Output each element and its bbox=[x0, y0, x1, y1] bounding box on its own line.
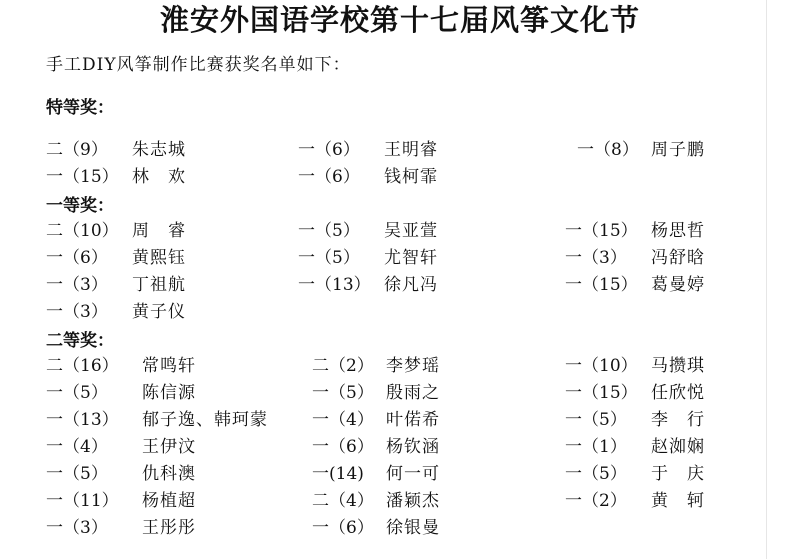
winner-name: 何一可 bbox=[386, 464, 440, 484]
winner-class: 一（13） bbox=[46, 410, 119, 430]
winner-class: 二（10） bbox=[46, 221, 119, 241]
winner-class: 一（6） bbox=[298, 140, 360, 160]
winner-class: 一（4） bbox=[312, 410, 374, 430]
document-title: 淮安外国语学校第十七届风筝文化节 bbox=[159, 3, 640, 37]
winner-name: 于 庆 bbox=[651, 464, 705, 484]
winner-entry bbox=[565, 273, 705, 297]
winner-entry bbox=[46, 354, 196, 378]
winner-class: 一（3） bbox=[46, 302, 108, 322]
winner-name: 吴亚萱 bbox=[384, 221, 438, 241]
winner-class: 一（5） bbox=[565, 464, 627, 484]
winner-entry bbox=[565, 489, 705, 513]
winner-class: 一（15） bbox=[565, 221, 638, 241]
winner-entry bbox=[46, 138, 186, 162]
winner-name: 黄 轲 bbox=[651, 491, 705, 511]
winner-entry bbox=[46, 408, 268, 432]
winner-class: 一（13） bbox=[298, 275, 371, 295]
winner-class: 二（9） bbox=[46, 140, 108, 160]
winner-entry bbox=[312, 408, 440, 432]
winner-entry bbox=[312, 381, 440, 405]
winner-name: 王伊汶 bbox=[142, 437, 196, 457]
winner-class: 二（2） bbox=[312, 356, 374, 376]
intro-text: 手工DIY风筝制作比赛获奖名单如下： bbox=[46, 55, 351, 75]
winner-name: 任欣悦 bbox=[651, 383, 705, 403]
winner-class: 二（16） bbox=[46, 356, 119, 376]
winner-entry bbox=[577, 138, 705, 162]
winner-class: 一（10） bbox=[565, 356, 638, 376]
winner-entry bbox=[312, 435, 440, 459]
winner-entry bbox=[298, 219, 438, 243]
winner-name: 钱柯霏 bbox=[384, 167, 438, 187]
winner-name: 丁祖航 bbox=[132, 275, 186, 295]
winner-entry bbox=[565, 435, 705, 459]
winner-entry bbox=[565, 246, 705, 270]
winner-name: 陈信源 bbox=[142, 383, 196, 403]
winner-entry bbox=[298, 273, 438, 297]
winner-name: 常鸣轩 bbox=[142, 356, 196, 376]
winner-entry bbox=[298, 138, 438, 162]
winner-name: 黄子仪 bbox=[132, 302, 186, 322]
winner-class: 一（4） bbox=[46, 437, 108, 457]
winner-class: 一（8） bbox=[577, 140, 639, 160]
winner-class: 一（15） bbox=[46, 167, 119, 187]
winner-class: 一（5） bbox=[298, 248, 360, 268]
winner-entry bbox=[298, 246, 438, 270]
winner-name: 周子鹏 bbox=[651, 140, 705, 160]
winner-entry bbox=[46, 165, 186, 189]
winner-class: 一（15） bbox=[565, 275, 638, 295]
second-prize-heading: 二等奖： bbox=[46, 331, 114, 351]
winner-name: 赵洳娴 bbox=[651, 437, 705, 457]
winner-entry bbox=[565, 354, 705, 378]
winner-name: 杨植超 bbox=[142, 491, 196, 511]
winner-name: 杨钦涵 bbox=[386, 437, 440, 457]
winner-entry bbox=[46, 462, 196, 486]
winner-entry bbox=[46, 489, 196, 513]
winner-name: 马攒琪 bbox=[651, 356, 705, 376]
winner-class: 一（15） bbox=[565, 383, 638, 403]
winner-name: 仇科澳 bbox=[142, 464, 196, 484]
winner-name: 王彤彤 bbox=[142, 518, 196, 538]
winner-name: 周 睿 bbox=[132, 221, 186, 241]
winner-name: 徐凡冯 bbox=[384, 275, 438, 295]
winner-entry bbox=[46, 300, 186, 324]
winner-name: 葛曼婷 bbox=[651, 275, 705, 295]
winner-class: 一（5） bbox=[46, 383, 108, 403]
winner-entry bbox=[312, 489, 440, 513]
winner-class: 一（6） bbox=[298, 167, 360, 187]
winner-name: 叶偌希 bbox=[386, 410, 440, 430]
winner-class: 一（3） bbox=[565, 248, 627, 268]
winner-name: 徐银曼 bbox=[386, 518, 440, 538]
winner-entry bbox=[565, 462, 705, 486]
winner-entry bbox=[312, 354, 440, 378]
winner-class: 一(14) bbox=[312, 464, 364, 484]
winner-name: 潘颖杰 bbox=[386, 491, 440, 511]
winner-entry bbox=[565, 408, 705, 432]
winner-name: 朱志城 bbox=[132, 140, 186, 160]
winner-name: 郁子逸、韩珂蒙 bbox=[142, 410, 268, 430]
winner-entry bbox=[312, 516, 440, 540]
winner-name: 尤智轩 bbox=[384, 248, 438, 268]
winner-class: 一（6） bbox=[312, 437, 374, 457]
winner-name: 王明睿 bbox=[384, 140, 438, 160]
winner-class: 一（1） bbox=[565, 437, 627, 457]
winner-entry bbox=[298, 165, 438, 189]
first-prize-heading: 一等奖： bbox=[46, 196, 114, 216]
winner-class: 一（3） bbox=[46, 275, 108, 295]
winner-name: 杨思哲 bbox=[651, 221, 705, 241]
winner-entry bbox=[565, 381, 705, 405]
special-prize-heading: 特等奖： bbox=[46, 98, 114, 118]
winner-class: 一（3） bbox=[46, 518, 108, 538]
winner-class: 一（6） bbox=[46, 248, 108, 268]
winner-entry bbox=[46, 435, 196, 459]
winner-entry bbox=[46, 219, 186, 243]
winner-name: 李 行 bbox=[651, 410, 705, 430]
winner-class: 一（5） bbox=[565, 410, 627, 430]
winner-name: 殷雨之 bbox=[386, 383, 440, 403]
winner-entry bbox=[46, 273, 186, 297]
winner-name: 冯舒晗 bbox=[651, 248, 705, 268]
page-edge-divider bbox=[766, 0, 767, 559]
winner-class: 二（4） bbox=[312, 491, 374, 511]
winner-entry bbox=[565, 219, 705, 243]
winner-entry bbox=[46, 246, 186, 270]
winner-name: 黄熙钰 bbox=[132, 248, 186, 268]
winner-entry bbox=[312, 462, 440, 486]
winner-class: 一（5） bbox=[312, 383, 374, 403]
winner-class: 一（6） bbox=[312, 518, 374, 538]
winner-entry bbox=[46, 381, 196, 405]
winner-class: 一（11） bbox=[46, 491, 119, 511]
winner-class: 一（5） bbox=[46, 464, 108, 484]
winner-name: 李梦瑶 bbox=[386, 356, 440, 376]
winner-class: 一（5） bbox=[298, 221, 360, 241]
winner-class: 一（2） bbox=[565, 491, 627, 511]
winner-entry bbox=[46, 516, 196, 540]
winner-name: 林 欢 bbox=[132, 167, 186, 187]
